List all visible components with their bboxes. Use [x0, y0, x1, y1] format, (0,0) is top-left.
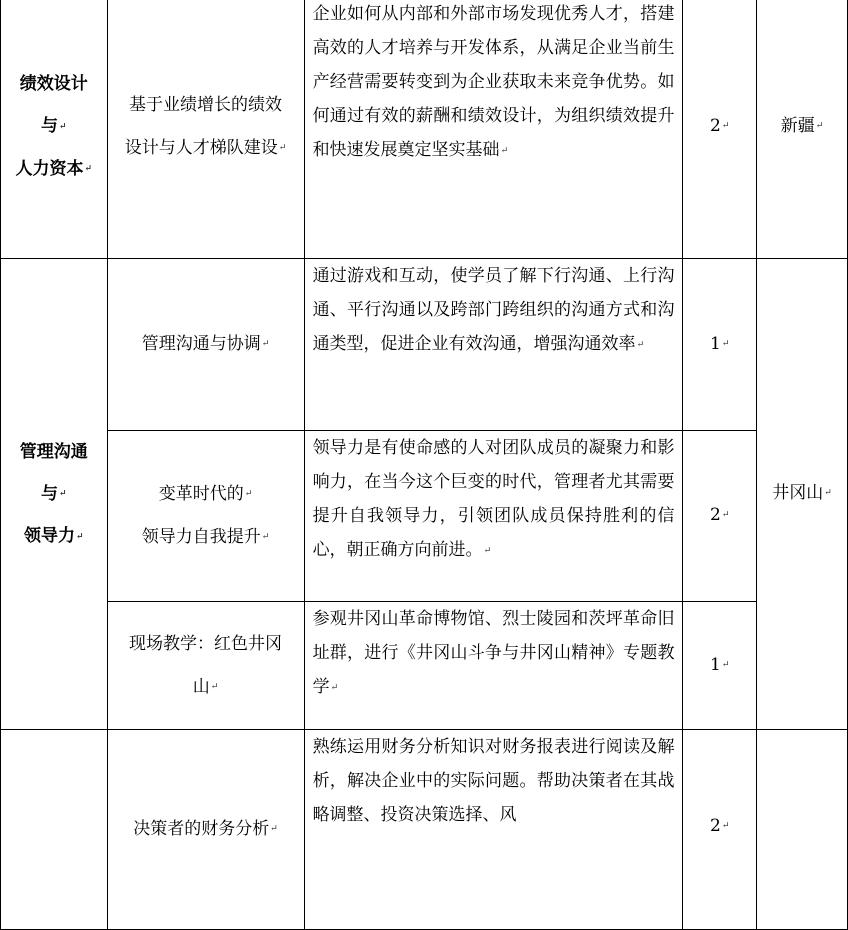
category-line: 管理沟通	[19, 441, 88, 462]
course-cell	[107, 730, 304, 930]
content-text: 通过游戏和互动，使学员了解下行沟通、上行沟通、平行沟通以及跨部门跨组织的沟通方式和沟通类型，促进企业有效沟通，增强沟通效率	[312, 266, 675, 354]
course-cell	[107, 0, 304, 259]
paragraph-mark-icon: ↵	[483, 545, 492, 556]
course-title-line: 设计与人才梯队建设↵	[124, 137, 287, 158]
paragraph-mark-icon: ↵	[270, 824, 278, 834]
category-cell	[1, 730, 108, 930]
paragraph-mark-icon: ↵	[721, 338, 730, 349]
paragraph-mark-icon: ↵	[636, 339, 645, 350]
paragraph-mark-icon: ↵	[330, 682, 339, 693]
category-line: 与↵	[40, 116, 67, 136]
paragraph-mark-icon: ↵	[721, 820, 730, 831]
content-text: 熟练运用财务分析知识对财务报表进行阅读及解析，解决企业中的实际问题。帮助决策者在其战略调整、投资决策选择、风	[312, 737, 675, 825]
course-title-line: 基于业绩增长的绩效	[129, 94, 283, 115]
course-title-line: 山↵	[192, 676, 219, 697]
course-title-line: 管理沟通与协调↵	[141, 334, 270, 354]
paragraph-mark-icon: ↵	[824, 488, 832, 499]
location-cell	[756, 259, 847, 730]
days-cell	[683, 602, 757, 730]
table-row	[1, 602, 848, 730]
location-value: 井冈山	[772, 483, 824, 504]
course-title-line: 现场教学：红色井冈	[129, 633, 283, 654]
content-text: 领导力是有使命感的人对团队成员的凝聚力和影响力，在当今这个巨变的时代，管理者尤其需要提升自我领导力，引领团队成员保持胜利的信心，朝正确方向前进。	[312, 438, 675, 560]
paragraph-mark-icon: ↵	[278, 142, 287, 153]
table-row	[1, 431, 848, 602]
days-value: 2	[710, 505, 721, 526]
location-cell	[756, 730, 847, 930]
content-text: 企业如何从内部和外部市场发现优秀人才，搭建高效的人才培养与开发体系，从满足企业当前生产经营需要转变到为企业获取未来竞争优势。如何通过有效的薪酬和绩效设计，为组织绩效提升和快速发展奠定坚实基础	[312, 4, 675, 160]
course-cell	[107, 259, 304, 431]
paragraph-mark-icon: ↵	[84, 164, 93, 174]
course-title-line: 变革时代的↵	[158, 484, 253, 504]
course-title-line: 决策者的财务分析↵	[133, 819, 278, 839]
paragraph-mark-icon: ↵	[58, 489, 67, 499]
course-cell	[107, 431, 304, 602]
table-row	[1, 259, 848, 431]
days-value: 1	[710, 654, 721, 675]
content-cell	[304, 602, 683, 730]
category-cell	[1, 259, 108, 730]
table-row	[1, 730, 848, 930]
days-value: 2	[710, 115, 721, 136]
content-cell	[304, 259, 683, 431]
table-row	[1, 0, 848, 259]
paragraph-mark-icon: ↵	[721, 120, 730, 131]
paragraph-mark-icon: ↵	[75, 531, 84, 542]
paragraph-mark-icon: ↵	[721, 659, 730, 670]
paragraph-mark-icon: ↵	[261, 532, 270, 542]
location-cell	[756, 0, 847, 259]
days-cell	[683, 431, 757, 602]
paragraph-mark-icon: ↵	[244, 489, 253, 499]
paragraph-mark-icon: ↵	[815, 120, 824, 131]
paragraph-mark-icon: ↵	[58, 121, 67, 132]
category-line: 与↵	[40, 483, 67, 504]
location-value: 新疆	[780, 115, 815, 136]
paragraph-mark-icon: ↵	[500, 145, 509, 156]
paragraph-mark-icon: ↵	[721, 510, 730, 521]
days-cell	[683, 259, 757, 431]
days-cell	[683, 730, 757, 930]
course-cell	[107, 602, 304, 730]
paragraph-mark-icon: ↵	[210, 681, 219, 692]
category-cell	[1, 0, 108, 259]
content-cell	[304, 730, 683, 930]
days-value: 2	[710, 816, 721, 836]
category-line: 领导力↵	[23, 526, 84, 546]
category-line: 人力资本↵	[15, 158, 93, 179]
category-line: 绩效设计	[19, 74, 88, 94]
content-cell	[304, 0, 683, 259]
content-text: 参观井冈山革命博物馆、烈士陵园和茨坪革命旧址群，进行《井冈山斗争与井冈山精神》专题教学	[312, 609, 675, 697]
content-cell	[304, 431, 683, 602]
days-value: 1	[710, 333, 721, 354]
course-title-line: 领导力自我提升↵	[141, 527, 270, 547]
days-cell	[683, 0, 757, 259]
paragraph-mark-icon: ↵	[261, 339, 270, 349]
